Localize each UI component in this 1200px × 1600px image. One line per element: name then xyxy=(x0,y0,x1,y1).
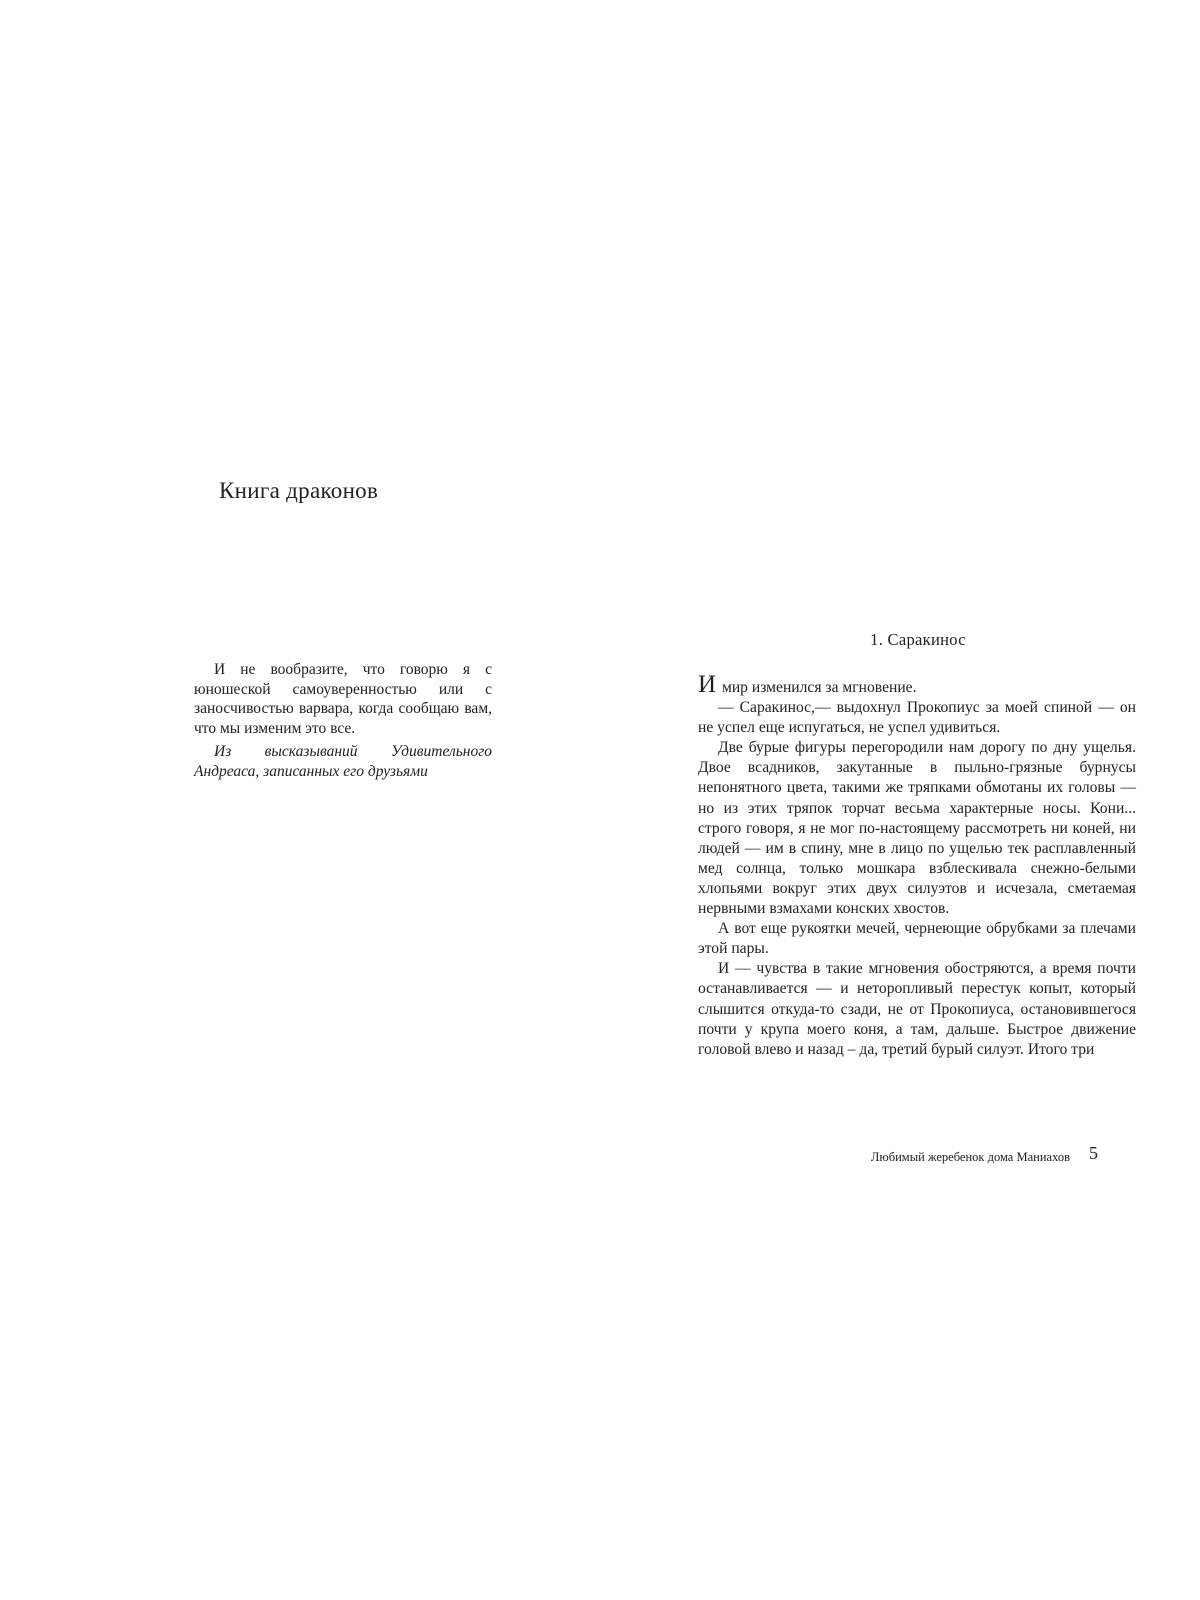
paragraph xyxy=(698,671,1136,698)
chapter-title: 1. Саракинос xyxy=(870,630,966,649)
page-number: 5 xyxy=(1089,1143,1098,1163)
page-footer xyxy=(600,1150,1070,1165)
paragraph: И — чувства в такие мгновения обостряются, а время почти останавливается — и неторопливый перестук копыт, который слышится откуда-то сзади, не от Прокопиуса, остановившегося почти у крупа моего коня, а там, дальше. Быстрое движение головой влево и назад – да, третий бурый силуэт. Итого три xyxy=(698,960,1136,1058)
paragraph: А вот еще рукоятки мечей, чернеющие обрубками за плечами этой пары. xyxy=(698,920,1136,958)
drop-letter: И xyxy=(698,671,717,698)
running-title: Любимый жеребенок дома Маниахов xyxy=(870,1150,1070,1164)
paragraph: — Саракинос,— выдохнул Прокопиус за моей спиной — он не успел еще испугаться, не успел удивиться. xyxy=(698,699,1136,737)
epigraph-text: И не вообразите, что говорю я с юношеской самоуверенностью или с заносчивостью варвара, когда сообщаю вам, что мы изменим это все. xyxy=(194,661,492,737)
part-title: Книга драконов xyxy=(219,478,379,503)
chapter-body xyxy=(698,671,1136,1060)
right-page xyxy=(600,0,1200,1600)
epigraph xyxy=(194,660,492,781)
paragraph: Две бурые фигуры перегородили нам дорогу по дну ущелья. Двое всадников, закутанные в пыльно-грязные бурнусы непонятного цвета, такими же тряпками обмотаны их головы — но из этих тряпок торчат весьма характерные носы. Кони... строго говоря, я не мог по-настоящему рассмотреть ни коней, ни людей — им в спину, мне в лицо по ущелью тек расплавленный мед солнца, только мошкара взблескивала снежно-белыми хлопьями вокруг этих двух силуэтов и исчезала, сметаемая нервными взмахами конских хвостов. xyxy=(698,739,1136,918)
epigraph-attribution: Из высказываний Удивительного Андреаса, записанных его друзьями xyxy=(194,743,492,780)
paragraph-text: мир изменился за мгновение. xyxy=(718,679,917,696)
